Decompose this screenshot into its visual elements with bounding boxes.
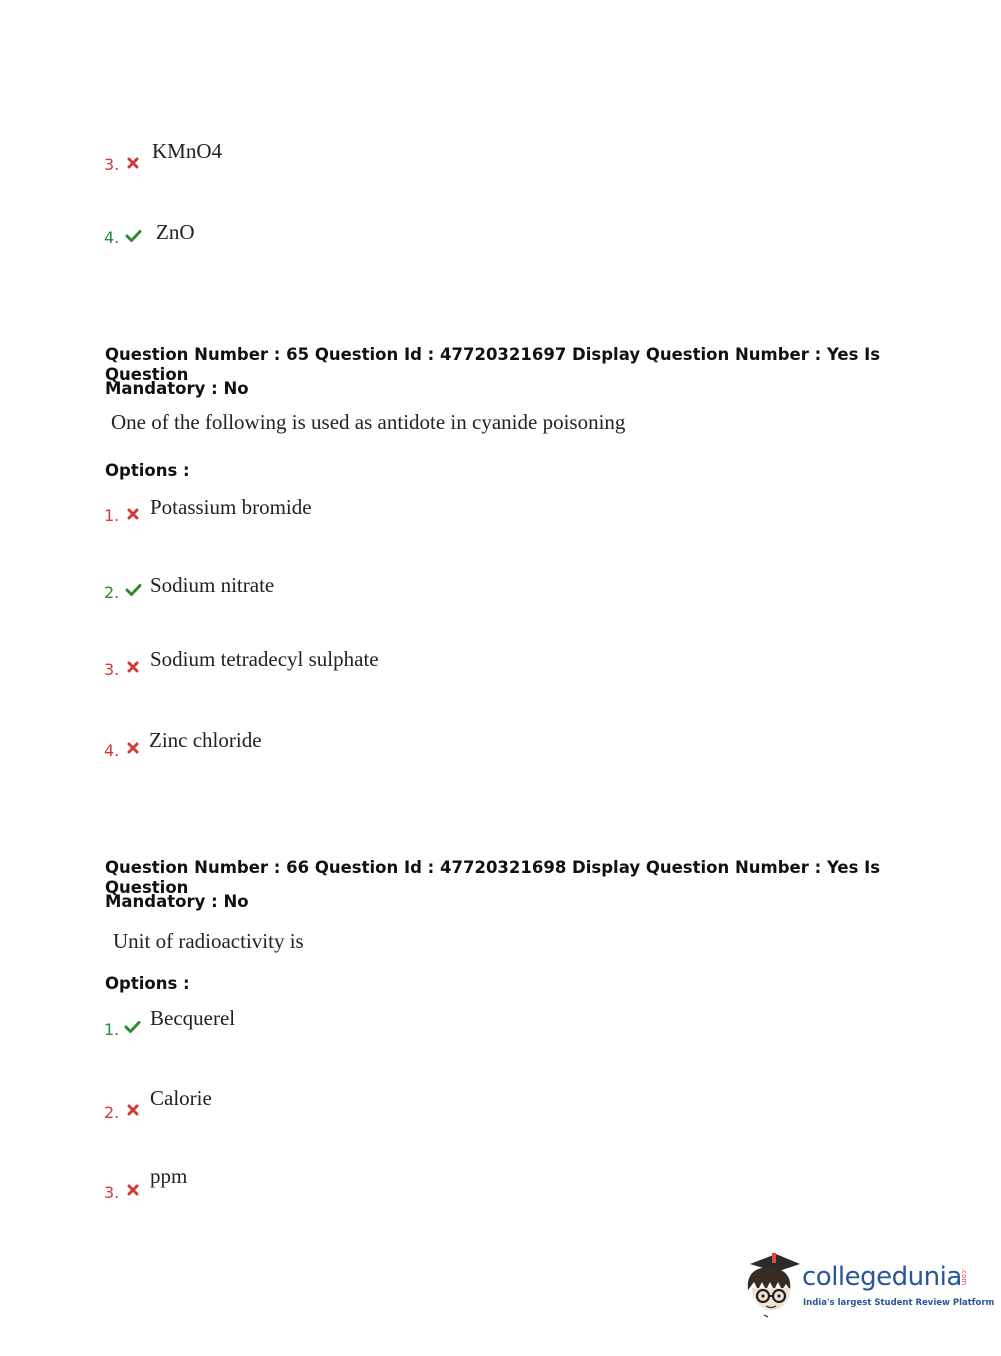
- question-header-mandatory: Mandatory : No: [105, 379, 249, 398]
- option-text: KMnO4: [152, 139, 223, 163]
- option-number: 2.: [104, 583, 120, 602]
- question-header: Question Number : 66 Question Id : 47720321698 Display Question Number : Yes Is Question: [105, 858, 881, 897]
- option-text: Sodium tetradecyl sulphate: [150, 647, 379, 671]
- option-number: 1.: [104, 1020, 120, 1039]
- logo-wordmark: collegedunia: [802, 1262, 962, 1292]
- option-text: Becquerel: [150, 1006, 236, 1030]
- option-number: 3.: [104, 1183, 120, 1202]
- cross-icon: [126, 1103, 140, 1117]
- option-text: Calorie: [150, 1086, 212, 1110]
- cross-icon: [126, 1183, 140, 1197]
- option-text: Potassium bromide: [150, 495, 312, 519]
- logo-suffix: .com: [960, 1268, 968, 1286]
- option-number: 4.: [104, 228, 120, 247]
- cross-icon: [126, 741, 140, 755]
- option-number: 3.: [104, 660, 120, 679]
- option-number: 1.: [104, 506, 120, 525]
- mascot-icon: [742, 1250, 802, 1318]
- cross-icon: [126, 507, 140, 521]
- option-text: Zinc chloride: [149, 728, 262, 752]
- question-header: Question Number : 65 Question Id : 47720321697 Display Question Number : Yes Is Question: [105, 345, 881, 384]
- collegedunia-logo: [742, 1248, 995, 1320]
- logo-tagline: India's largest Student Review Platform: [803, 1298, 995, 1308]
- option-text: ppm: [150, 1164, 188, 1188]
- option-number: 2.: [104, 1103, 120, 1122]
- options-label: Options :: [105, 974, 190, 993]
- option-text: ZnO: [156, 220, 195, 244]
- cross-icon: [126, 660, 140, 674]
- cross-icon: [126, 156, 140, 170]
- question-text: One of the following is used as antidote in cyanide poisoning: [111, 410, 626, 434]
- option-text: Sodium nitrate: [150, 573, 275, 597]
- question-text: Unit of radioactivity is: [113, 929, 304, 953]
- options-label: Options :: [105, 461, 190, 480]
- question-header-mandatory: Mandatory : No: [105, 892, 249, 911]
- option-number: 4.: [104, 741, 120, 760]
- option-number: 3.: [104, 155, 120, 174]
- check-icon: [124, 1020, 141, 1034]
- check-icon: [125, 229, 142, 243]
- check-icon: [125, 583, 142, 597]
